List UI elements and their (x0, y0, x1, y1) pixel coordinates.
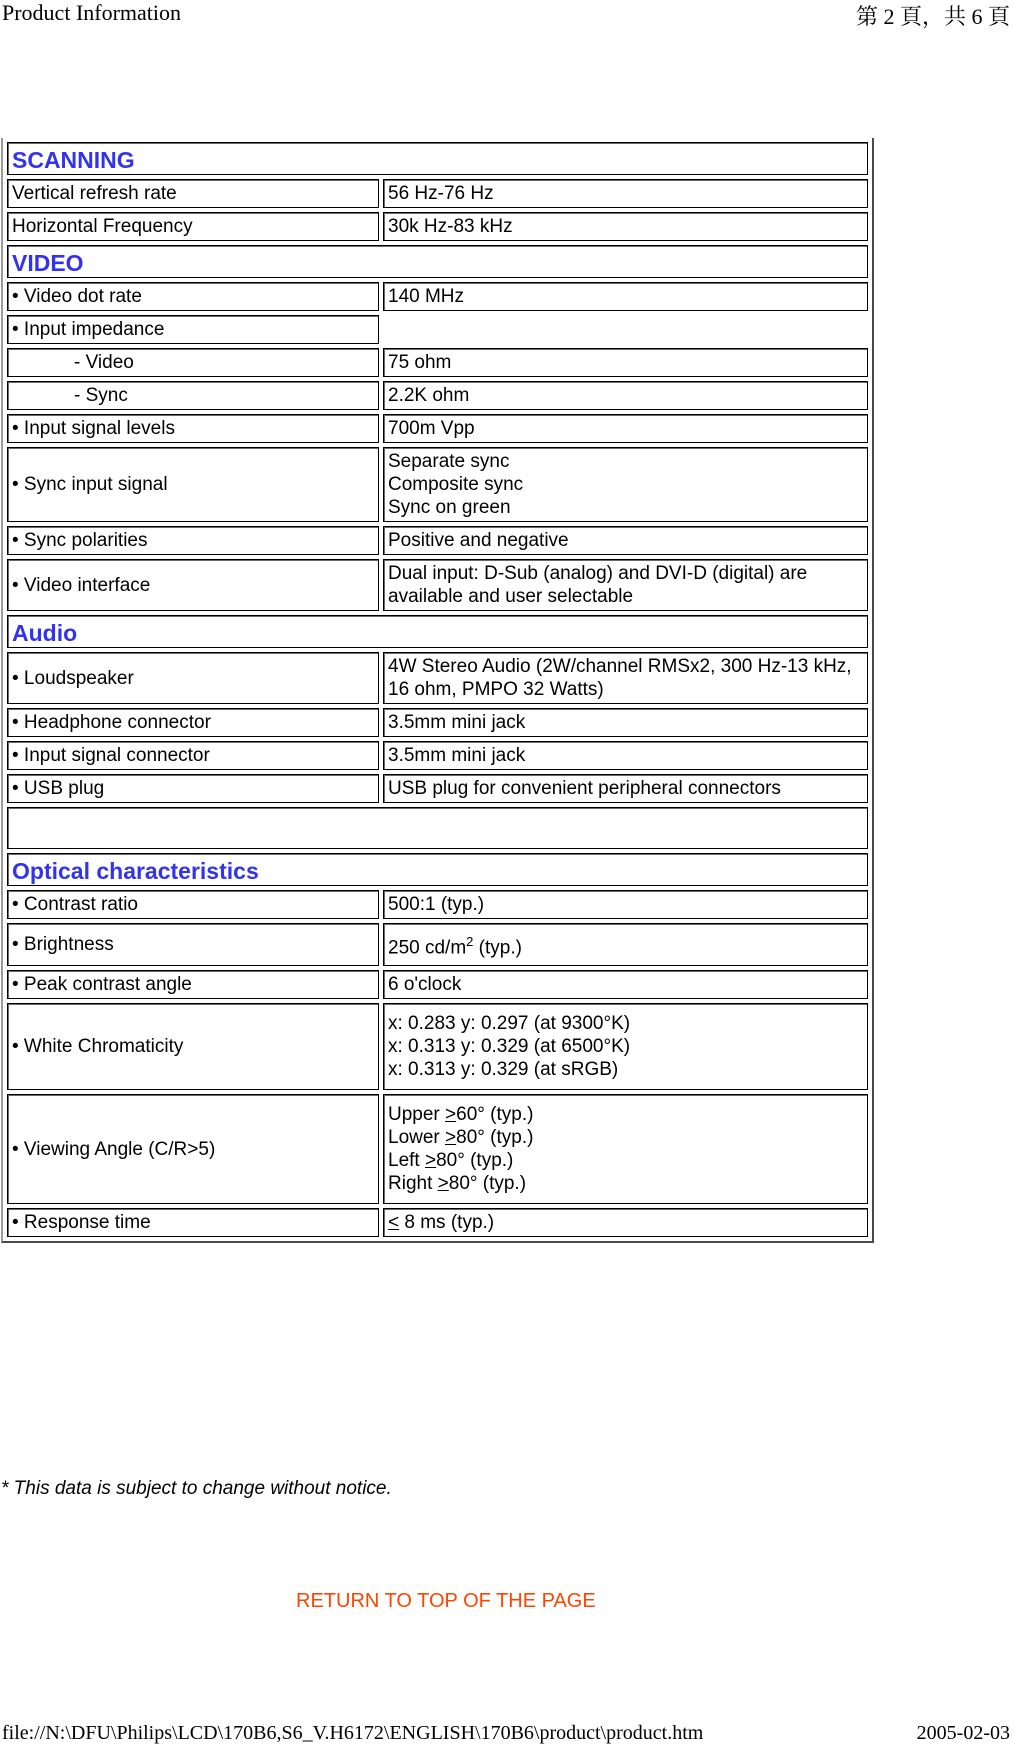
spacer-cell (7, 807, 868, 849)
table-row (7, 741, 868, 770)
table-row (7, 1094, 868, 1204)
table-row (7, 923, 868, 966)
spec-value (383, 1208, 868, 1237)
spec-value: 3.5mm mini jack (383, 741, 868, 770)
table-row (7, 774, 868, 803)
table-row (7, 381, 868, 410)
section-row-audio (7, 615, 868, 648)
spec-label: • Video interface (7, 559, 379, 611)
spec-label: • Input impedance (7, 315, 379, 344)
spec-value-line: Sync on green (388, 497, 511, 518)
brightness-unit: (typ.) (473, 937, 522, 959)
table-row (7, 708, 868, 737)
spec-value-line: x: 0.313 y: 0.329 (at 6500°K) (388, 1036, 631, 1058)
page-header-title: Product Information (2, 0, 182, 25)
spec-value: 700m Vpp (383, 414, 868, 443)
page-footer-date: 2005-02-03 (916, 1722, 1010, 1744)
spec-value (383, 923, 868, 966)
spec-label: • Video dot rate (7, 282, 379, 311)
spec-value: 2.2K ohm (383, 381, 868, 410)
table-row (7, 559, 868, 611)
spec-value: 75 ohm (383, 348, 868, 377)
spec-value-line: x: 0.313 y: 0.329 (at sRGB) (388, 1059, 619, 1081)
spec-label: • Headphone connector (7, 708, 379, 737)
spec-sublabel: - Sync (7, 381, 379, 410)
spec-label: • Viewing Angle (C/R>5) (7, 1094, 379, 1204)
spec-value: Positive and negative (383, 526, 868, 555)
superscript: 2 (466, 934, 474, 949)
spec-label: Horizontal Frequency (7, 212, 379, 241)
spec-value-line: Separate sync (388, 451, 510, 472)
direction: Left (388, 1150, 425, 1172)
ge-symbol: > (437, 1173, 449, 1195)
table-row (7, 526, 868, 555)
angle: 80° (typ.) (436, 1150, 514, 1172)
disclaimer-note: * This data is subject to change without notice. (1, 1478, 392, 1499)
table-row (7, 179, 868, 208)
direction: Right (388, 1173, 438, 1195)
spec-value: USB plug for convenient peripheral connectors (383, 774, 868, 803)
spec-value: 6 o'clock (383, 970, 868, 999)
table-row (7, 1208, 868, 1237)
spacer-row (7, 807, 868, 849)
spec-value (383, 1003, 868, 1090)
le-symbol: < (388, 1212, 400, 1234)
spec-label: • Response time (7, 1208, 379, 1237)
table-row (7, 970, 868, 999)
spec-value: 500:1 (typ.) (383, 890, 868, 919)
direction: Lower (388, 1127, 446, 1149)
spec-label: Vertical refresh rate (7, 179, 379, 208)
section-row-scanning (7, 142, 868, 175)
response-value: 8 ms (typ.) (399, 1212, 495, 1234)
angle: 80° (typ.) (448, 1173, 527, 1195)
spec-label: • Loudspeaker (7, 652, 379, 704)
spec-value: Dual input: D-Sub (analog) and DVI-D (digital) are available and user selectable (383, 559, 868, 611)
table-row (7, 890, 868, 919)
ge-symbol: > (424, 1150, 437, 1172)
spec-label: • Input signal levels (7, 414, 379, 443)
spec-value: 30k Hz-83 kHz (383, 212, 868, 241)
spec-value-line (388, 1172, 863, 1195)
table-row (7, 315, 868, 344)
table-row (7, 414, 868, 443)
section-heading-video: VIDEO (7, 245, 868, 278)
spec-value: 3.5mm mini jack (383, 708, 868, 737)
spec-value-line: x: 0.283 y: 0.297 (at 9300°K) (388, 1013, 631, 1035)
spec-label: • Input signal connector (7, 741, 379, 770)
spec-label: • Sync polarities (7, 526, 379, 555)
spec-value-empty (383, 315, 868, 344)
spec-value (383, 1094, 868, 1204)
ge-symbol: > (445, 1104, 457, 1126)
spec-sublabel: - Video (7, 348, 379, 377)
page-header-page-number: 第 2 頁，共 6 頁 (855, 4, 1010, 29)
spec-value: 140 MHz (383, 282, 868, 311)
table-row (7, 212, 868, 241)
spec-table (3, 138, 872, 1241)
table-row (7, 652, 868, 704)
spec-value-line (388, 1103, 863, 1126)
page-footer-path: file://N:\DFU\Philips\LCD\170B6,S6_V.H6172\ENGLISH\170B6\product\product.htm (2, 1722, 704, 1744)
spec-value-line (388, 1149, 863, 1172)
ge-symbol: > (445, 1127, 457, 1149)
angle: 60° (typ.) (456, 1104, 534, 1126)
spec-label: • Brightness (7, 923, 379, 966)
spec-label: • Peak contrast angle (7, 970, 379, 999)
spec-value-line (388, 1126, 863, 1149)
return-to-top-link[interactable]: RETURN TO TOP OF THE PAGE (296, 1590, 596, 1612)
spec-value (383, 447, 868, 522)
table-row (7, 1003, 868, 1090)
direction: Upper (388, 1104, 446, 1126)
spec-label: • USB plug (7, 774, 379, 803)
section-heading-audio: Audio (7, 615, 868, 648)
spec-label: • White Chromaticity (7, 1003, 379, 1090)
table-row (7, 282, 868, 311)
section-row-optical (7, 853, 868, 886)
section-heading-optical: Optical characteristics (7, 853, 868, 886)
spec-value-line: Composite sync (388, 474, 524, 495)
table-row (7, 447, 868, 522)
spec-value: 4W Stereo Audio (2W/channel RMSx2, 300 Hz-13 kHz, 16 ohm, PMPO 32 Watts) (383, 652, 868, 704)
spec-label: • Sync input signal (7, 447, 379, 522)
section-heading-scanning: SCANNING (7, 142, 868, 175)
section-row-video (7, 245, 868, 278)
table-row (7, 348, 868, 377)
spec-value: 56 Hz-76 Hz (383, 179, 868, 208)
angle: 80° (typ.) (456, 1127, 534, 1149)
brightness-value: 250 cd/m (388, 937, 467, 959)
spec-label: • Contrast ratio (7, 890, 379, 919)
spec-table-container (1, 138, 874, 1243)
